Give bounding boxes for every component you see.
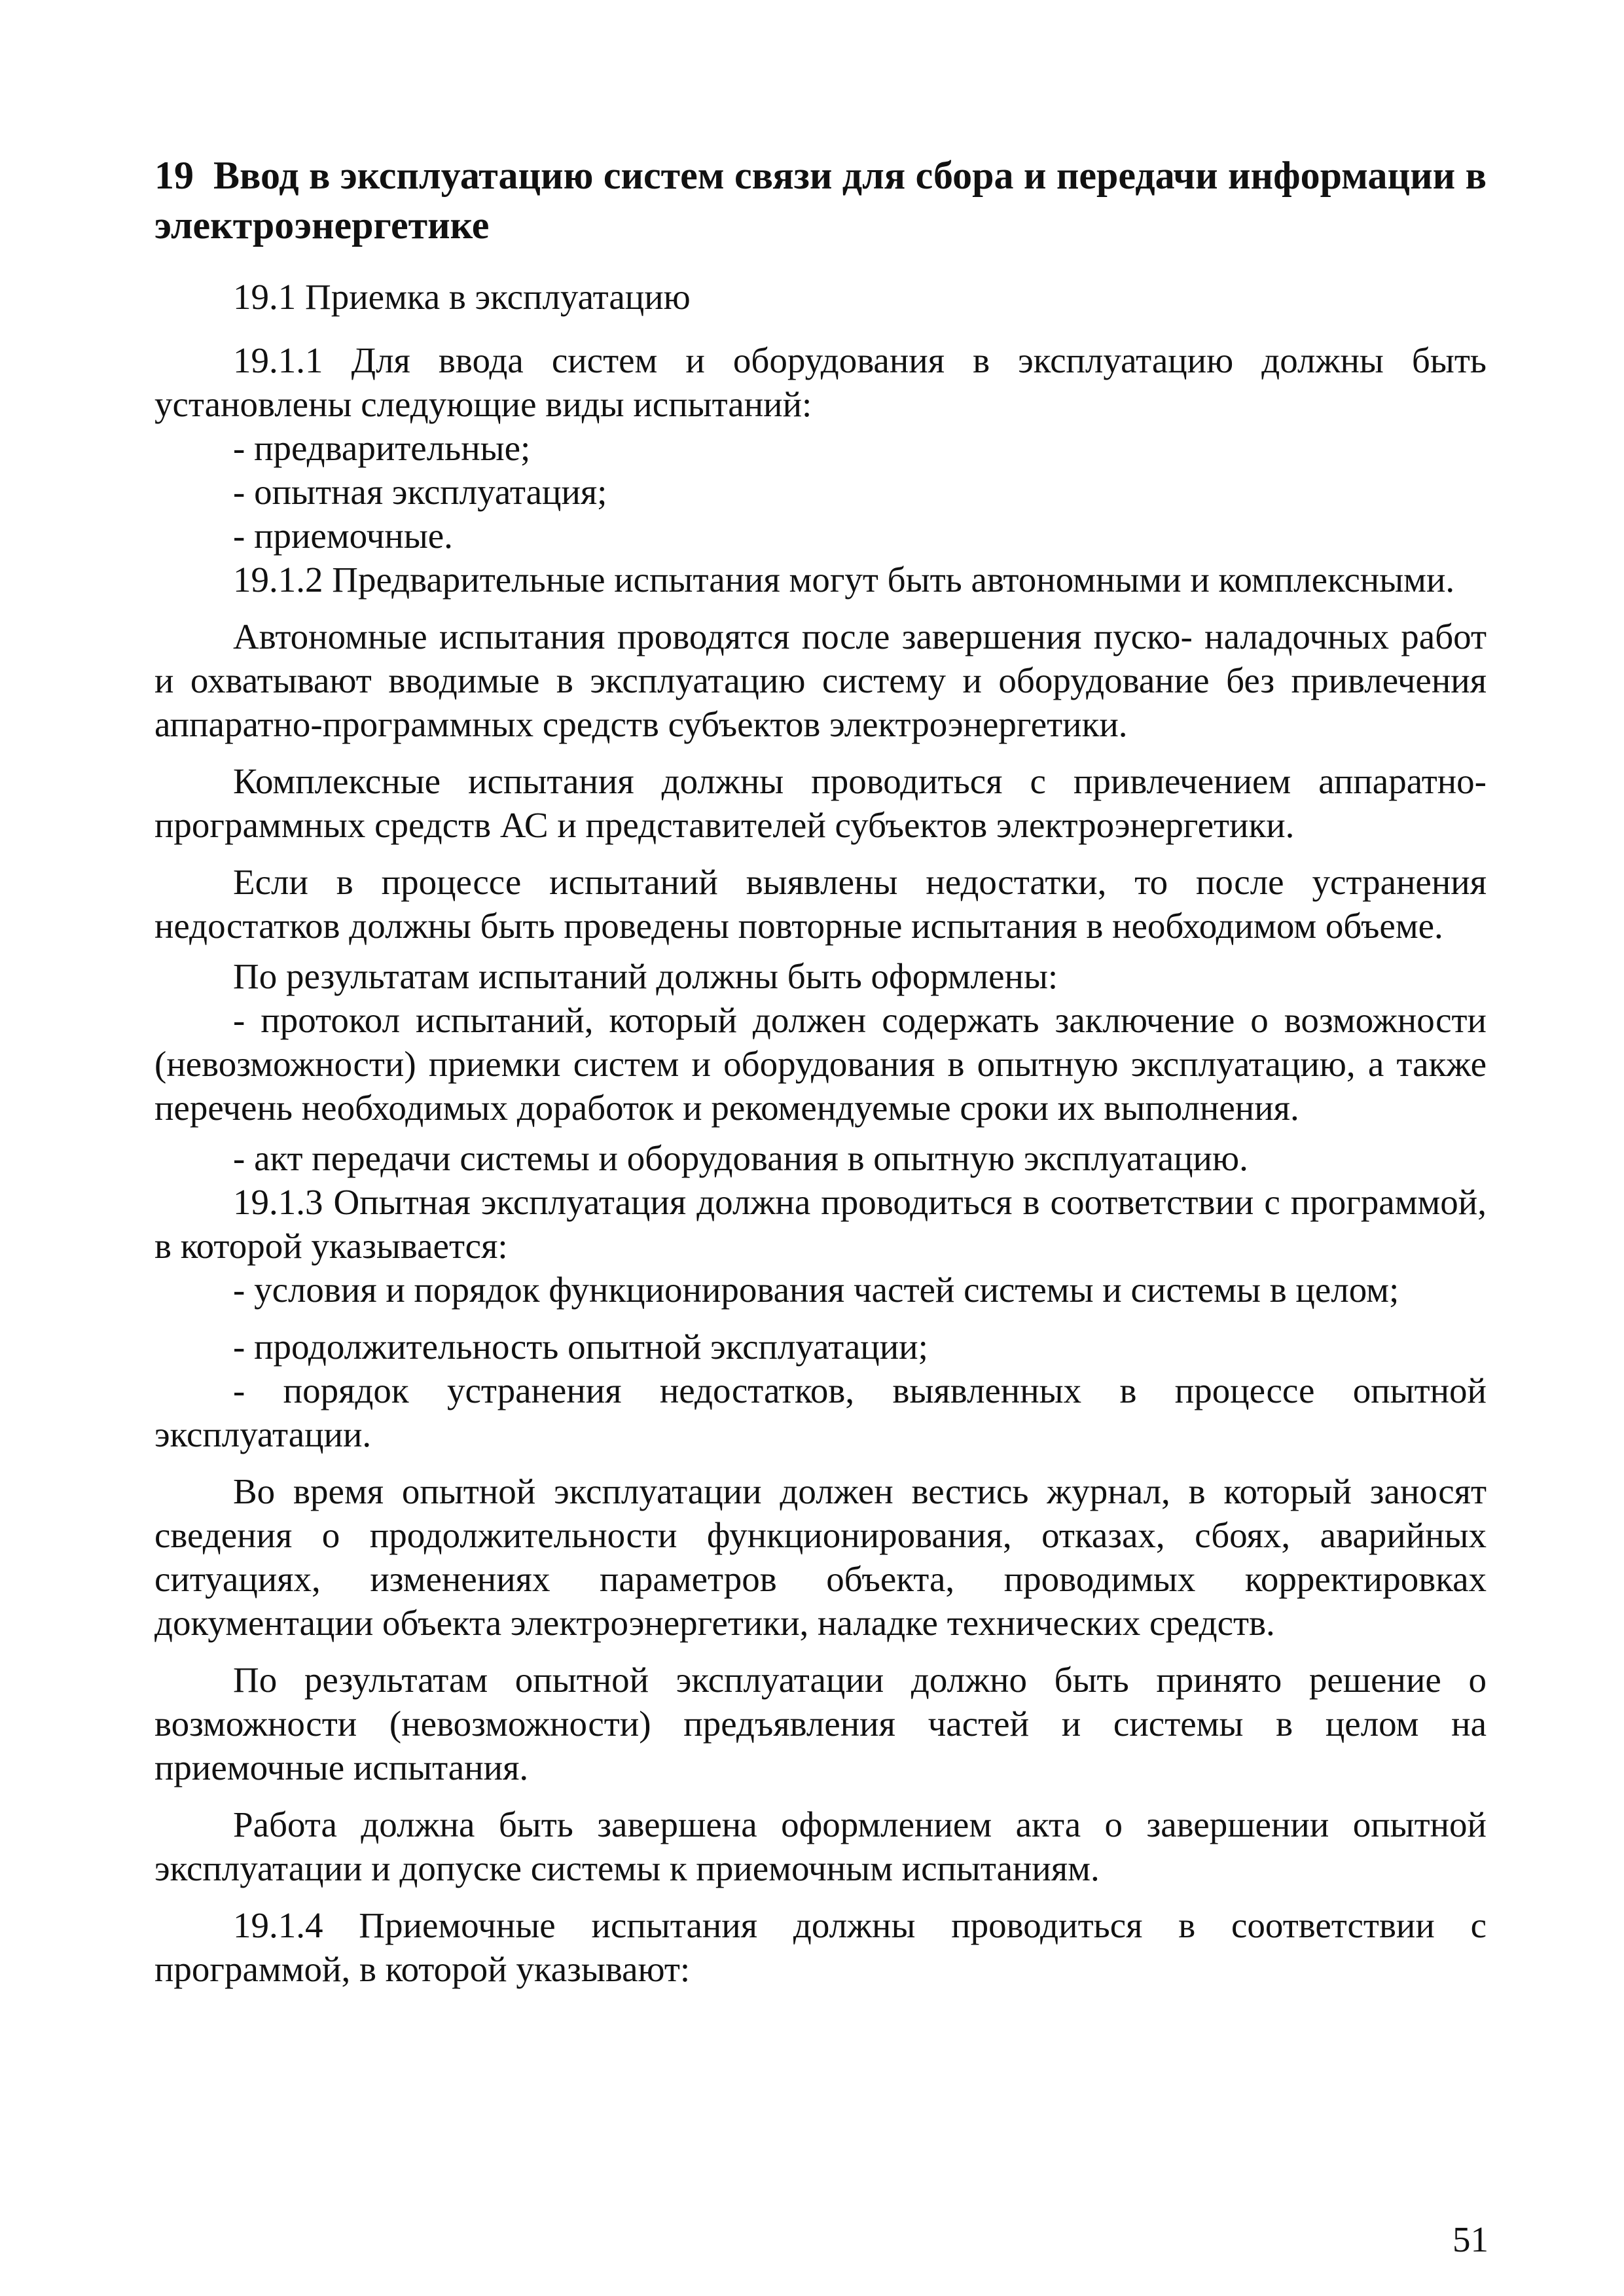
document-page (154, 151, 1487, 1991)
list-item: - опытная эксплуатация; (233, 472, 607, 512)
page-number: 51 (1453, 2219, 1489, 2259)
paragraph: 19.1.4 Приемочные испытания должны проводиться в соответствии с программой, в которой указывают: (154, 1905, 1487, 1989)
section-heading (154, 151, 1487, 250)
list-item: - акт передачи системы и оборудования в опытную эксплуатацию. (233, 1138, 1248, 1178)
list-item: - порядок устранения недостатков, выявленных в процессе опытной эксплуатации. (154, 1371, 1487, 1454)
paragraph: Во время опытной эксплуатации должен вестись журнал, в который заносят сведения о продолжительности функционирования, отказах, сбоях, аварийных ситуациях, изменениях параметров объекта, проводимых корректировках документации объекта электроэнергетики, наладке технических средств. (154, 1471, 1487, 1643)
paragraph: По результатам испытаний должны быть оформлены: (233, 956, 1058, 996)
paragraph: Комплексные испытания должны проводиться с привлечением аппаратно-программных средств АС и представителей субъектов электроэнергетики. (154, 761, 1487, 845)
paragraph: 19.1.2 Предварительные испытания могут быть автономными и комплексными. (233, 560, 1455, 600)
paragraph: Работа должна быть завершена оформлением акта о завершении опытной эксплуатации и допуске системы к приемочным испытаниям. (154, 1804, 1487, 1888)
section-title: Ввод в эксплуатацию систем связи для сбора и передачи информации в электроэнергетике (154, 154, 1487, 247)
list-item: - предварительные; (233, 428, 531, 468)
paragraph: Если в процессе испытаний выявлены недостатки, то после устранения недостатков должны быть проведены повторные испытания в необходимом объеме. (154, 862, 1487, 946)
paragraph: 19.1.3 Опытная эксплуатация должна проводиться в соответствии с программой, в которой указывается: (154, 1182, 1487, 1266)
paragraph: 19.1.1 Для ввода систем и оборудования в эксплуатацию должны быть установлены следующие виды испытаний: (154, 340, 1487, 424)
list-item: - приемочные. (233, 516, 453, 556)
section-number: 19 (154, 154, 194, 197)
paragraph: Автономные испытания проводятся после завершения пуско- наладочных работ и охватывают вводимые в эксплуатацию систему и оборудование без привлечения аппаратно-программных средств субъектов электроэнергетики. (154, 617, 1487, 744)
list-item: - продолжительность опытной эксплуатации; (233, 1327, 928, 1367)
subsection-title: 19.1 Приемка в эксплуатацию (233, 277, 691, 317)
list-item: - протокол испытаний, который должен содержать заключение о возможности (невозможности) приемки систем и оборудования в опытную эксплуатацию, а также перечень необходимых доработок и рекомендуемые сроки их выполнения. (154, 1000, 1487, 1128)
paragraph: По результатам опытной эксплуатации должно быть принято решение о возможности (невозможности) предъявления частей и системы в целом на приемочные испытания. (154, 1660, 1487, 1787)
list-item: - условия и порядок функционирования частей системы и системы в целом; (233, 1270, 1399, 1310)
